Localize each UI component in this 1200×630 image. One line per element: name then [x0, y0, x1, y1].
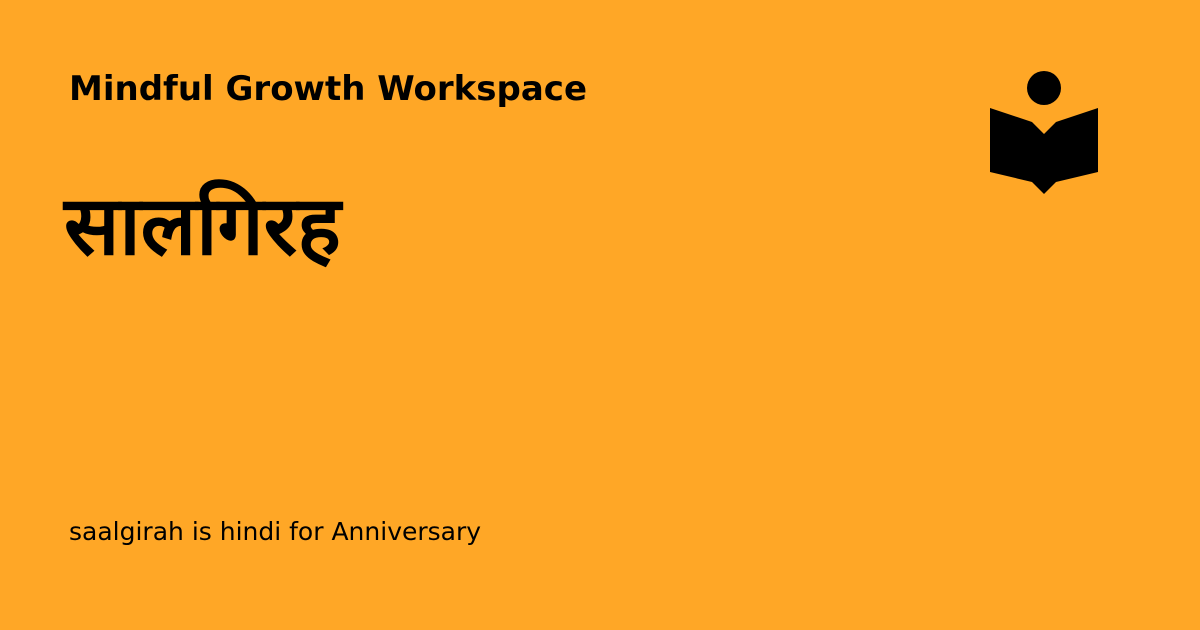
brand-title: Mindful Growth Workspace: [69, 69, 588, 109]
hindi-word: सालगिरह: [64, 179, 341, 274]
translation-caption: saalgirah is hindi for Anniversary: [69, 517, 482, 546]
reader-book-icon: [988, 70, 1100, 196]
